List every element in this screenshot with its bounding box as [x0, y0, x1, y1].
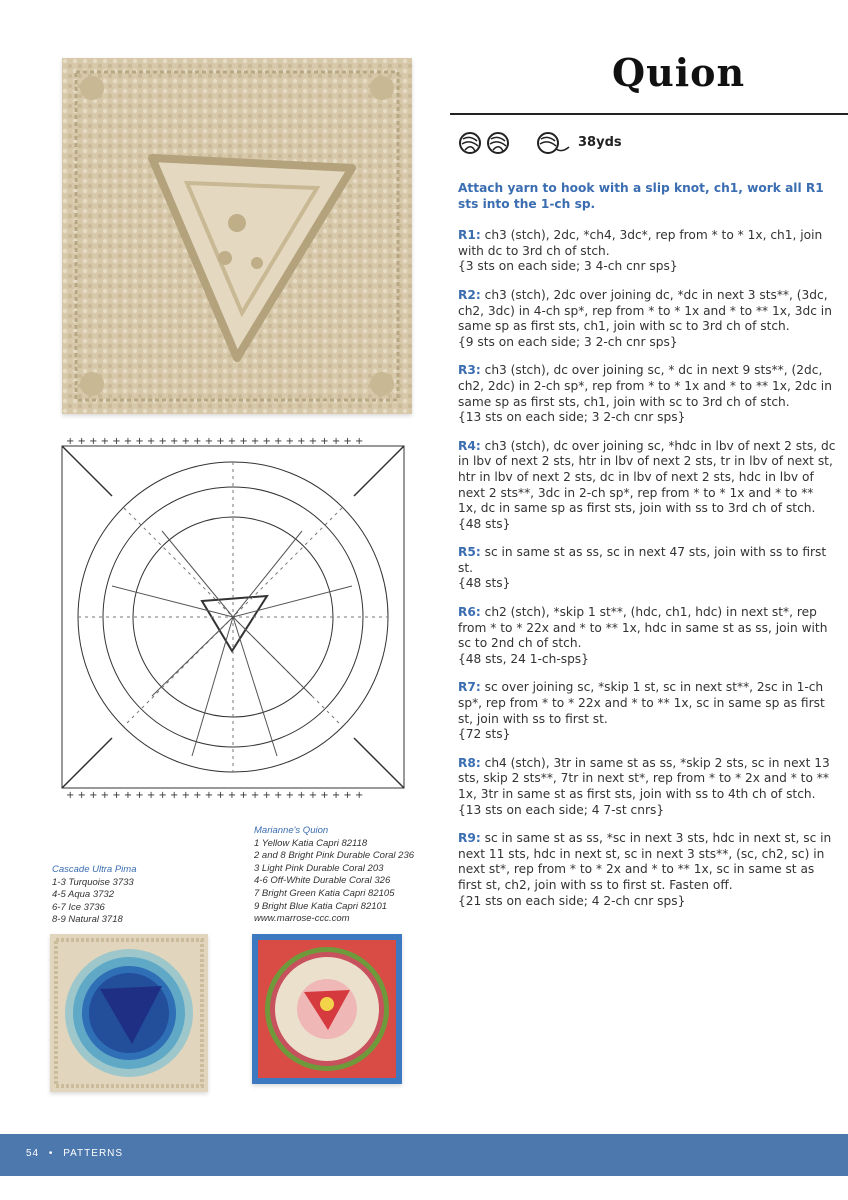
yarn-list-item: 2 and 8 Bright Pink Durable Coral 236 [254, 850, 415, 862]
row-text: ch3 (stch), dc over joining sc, * dc in next 9 sts**, (2dc, ch2, 2dc) in 2-ch sp*, rep from * to * 1x and * to ** 1x, 2dc in same sp as first sts, ch1, join with sc to 3rd ch of stch. [458, 363, 832, 409]
yarn-list-item: 1 Yellow Katia Capri 82118 [254, 837, 368, 849]
yarn-list-item: 8-9 Natural 3718 [52, 914, 123, 926]
row-text: ch3 (stch), 2dc over joining dc, *dc in next 3 sts**, (3dc, ch2, 3dc) in 4-ch sp*, rep from * to * 1x and * to ** 1x, 3dc in same sp as first sts, ch1, join with sc to 3rd ch of stch. [458, 287, 832, 334]
yarn-list-item: 9 Bright Blue Katia Capri 82101 [254, 900, 388, 912]
footer-separator: • [48, 1148, 54, 1159]
svg-text:+ + + + + + + + + + + + + + +: + + + + + + + + + + + + + + + + + + + + + + + + + + [66, 436, 364, 447]
row-text: ch3 (stch), dc over joining sc, *hdc in lbv of next 2 sts, dc in lbv of next 2 sts, htr in lbv of next 2 sts, tr in lbv of next st, htr in lbv of next 2 sts, dc in lbv of next 2 sts, hdc in lbv of next 2 sts**, 3dc in 2-ch sp*, rep from * to * 1x and * to ** 1x, dc in same sp as first sts, join with ss to 3rd ch of stch. [458, 438, 836, 516]
row-count: {21 sts on each side; 4 2-ch cnr sps} [458, 893, 686, 908]
yarn-amount: 38yds [578, 135, 622, 150]
pattern-row [458, 439, 836, 533]
row-text: sc in same st as ss, sc in next 47 sts, join with ss to first st. [458, 545, 827, 575]
main-square-photo [62, 58, 412, 414]
yarn-ball-icon [486, 131, 510, 155]
row-count: {72 sts} [458, 727, 511, 742]
pattern-row [458, 545, 836, 592]
pattern-row [458, 228, 836, 275]
row-text: sc over joining sc, *skip 1 st, sc in next st**, 2sc in 1-ch sp*, rep from * to * 22x and * to ** 1x, sc in same sp as first st, join with ss to first st. [458, 680, 825, 726]
page-footer [0, 1134, 848, 1176]
skill-level-icons [458, 131, 570, 155]
yarn-list-item: 7 Bright Green Katia Capri 82105 [254, 887, 395, 899]
yarn-list-item: 1-3 Turquoise 3733 [52, 876, 134, 888]
row-count: {3 sts on each side; 3 4-ch cnr sps} [458, 259, 678, 274]
yarn-list-item: 4-5 Aqua 3732 [52, 889, 114, 901]
marianne-square-photo [252, 934, 402, 1084]
pattern-row [458, 605, 836, 667]
row-label: R4: [458, 438, 481, 453]
pattern-row [458, 680, 836, 742]
row-text: ch4 (stch), 3tr in same st as ss, *skip 2 sts, sc in next 13 sts, skip 2 sts**, 7tr in next st*, rep from * to * 2x and * to ** 1x, 3tr in same st as first sts, join with ss to 4th ch of stch. [458, 755, 830, 801]
yarn-list-link[interactable]: www.marrose-ccc.com [254, 913, 350, 925]
row-count: {48 sts} [458, 576, 511, 591]
row-label: R8: [458, 755, 481, 770]
pattern-row [458, 831, 836, 909]
row-label: R9: [458, 831, 481, 846]
row-count: {13 sts on each side; 3 2-ch cnr sps} [458, 410, 686, 425]
yarn-list-item: 3 Light Pink Durable Coral 203 [254, 862, 384, 874]
row-count: {48 sts, 24 1-ch-sps} [458, 651, 589, 666]
row-label: R3: [458, 363, 481, 378]
cascade-yarn-list [52, 864, 136, 927]
footer-section: PATTERNS [63, 1148, 124, 1159]
yarn-list-heading: Cascade Ultra Pima [52, 864, 137, 875]
row-text: ch3 (stch), 2dc, *ch4, 3dc*, rep from * to * 1x, ch1, join with dc to 3rd ch of stch. [458, 228, 823, 258]
crochet-chart-diagram [52, 436, 414, 798]
pattern-row [458, 288, 836, 350]
marianne-yarn-list [254, 825, 414, 926]
yarn-list-heading: Marianne's Quion [254, 825, 329, 836]
yarn-amount-icon [536, 131, 570, 155]
row-label: R1: [458, 228, 481, 243]
yarn-list-item: 6-7 Ice 3736 [52, 901, 105, 913]
yarn-list-item: 4-6 Off-White Durable Coral 326 [254, 875, 391, 887]
yarn-ball-icon [458, 131, 482, 155]
cascade-square-photo [50, 934, 208, 1092]
row-label: R2: [458, 287, 481, 302]
page-number: 54 [26, 1148, 40, 1159]
row-text: ch2 (stch), *skip 1 st**, (hdc, ch1, hdc) in next st*, rep from * to * 22x and * to ** 1x, hdc in same st as ss, join with sc to 2nd ch of stch. [458, 605, 828, 651]
row-label: R5: [458, 545, 481, 560]
title-divider [450, 113, 848, 115]
page-title: Quion [612, 50, 746, 95]
pattern-intro: Attach yarn to hook with a slip knot, ch1, work all R1 sts into the 1-ch sp. [458, 181, 824, 211]
pattern-instructions [458, 181, 836, 922]
row-text: sc in same st as ss, *sc in next 3 sts, hdc in next st, sc in next 11 sts, hdc in next st, sc in next 3 sts**, (sc, ch2, sc) in next st*, rep from * to * 2x and * to ** 1x, sc in same st as first st, ch2, join with ss to first st. Fasten off. [458, 831, 832, 892]
pattern-row [458, 363, 836, 425]
row-count: {13 sts on each side; 4 7-st cnrs} [458, 802, 665, 817]
row-count: {9 sts on each side; 3 2-ch cnr sps} [458, 334, 678, 349]
svg-text:+ + + + + + + + + + + + + + +: + + + + + + + + + + + + + + + + + + + + + + + + + + [66, 790, 364, 798]
row-count: {48 sts} [458, 516, 511, 531]
row-label: R7: [458, 680, 481, 695]
row-label: R6: [458, 605, 481, 620]
pattern-row [458, 756, 836, 818]
